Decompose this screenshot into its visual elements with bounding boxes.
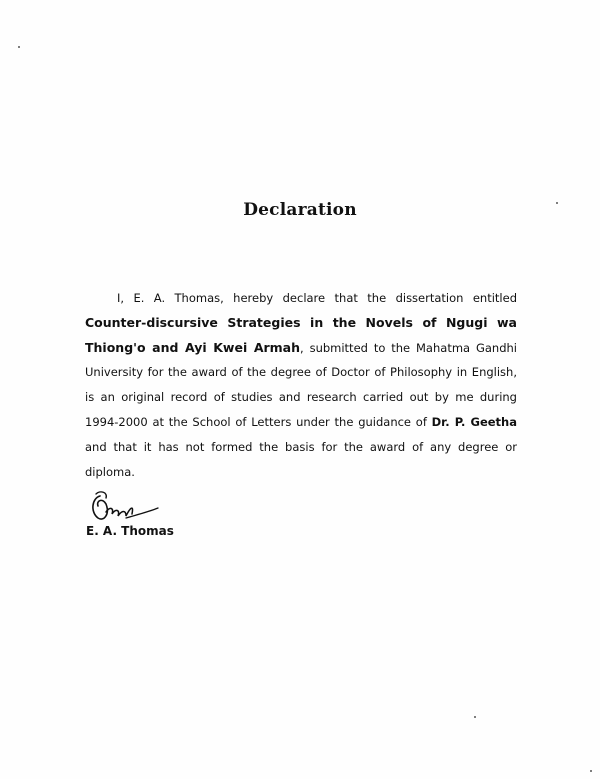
handwritten-signature [86,488,166,528]
declaration-text-part2: , submitted to the Mahatma Gandhi University for the award of the degree of Doctor of Philosophy in English, is an original record of studies and research carried out by me during 1994-2000 at the School of Letters under the guidance of [85,340,517,429]
declaration-text-part3: and that it has not formed the basis for the award of any degree or diploma. [85,439,517,479]
scan-speck [590,770,592,772]
signer-name: E. A. Thomas [86,524,174,538]
guide-name: Dr. P. Geetha [431,414,517,429]
scan-speck [474,716,476,718]
dissertation-title: Counter-discursive Strategies in the Novels of Ngugi wa Thiong'o and Ayi Kwei Armah [85,314,517,355]
scan-speck [18,46,20,48]
declaration-text-part1: I, E. A. Thomas, hereby declare that the dissertation entitled [117,291,517,305]
page-title: Declaration [243,200,357,220]
declaration-paragraph [85,286,517,484]
scan-speck [556,202,558,204]
